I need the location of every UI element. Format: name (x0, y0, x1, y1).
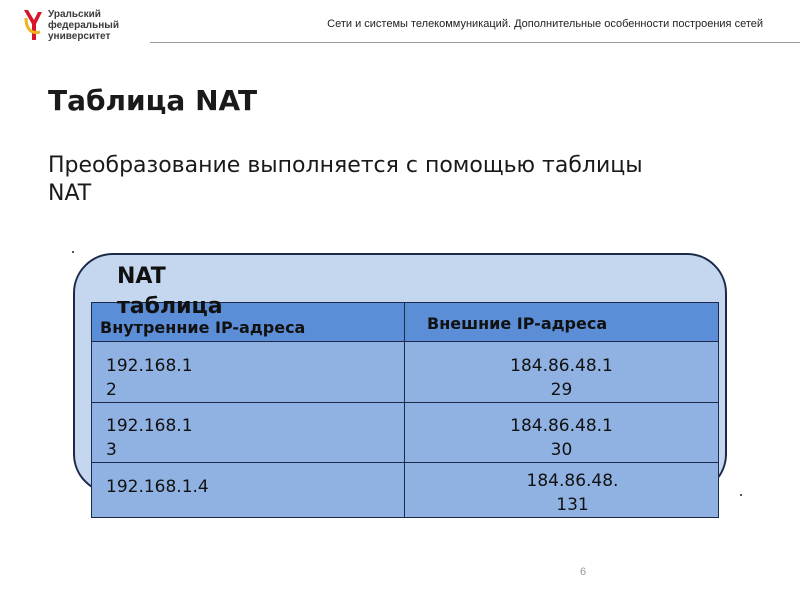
nat-table-caption: NAT таблица (117, 264, 223, 319)
table-cell (92, 342, 405, 403)
internal-ip-value: 192.168.1 2 (106, 356, 193, 400)
logo-line-1: Уральский (48, 9, 101, 20)
urfu-logo-icon (22, 8, 44, 42)
external-ip-value: 184.86.48. 131 (526, 471, 619, 515)
logo-line-2: федеральный (48, 20, 119, 31)
table-row (92, 403, 719, 463)
logo-line-3: университет (48, 31, 111, 42)
internal-ip-value: 192.168.1.4 (106, 477, 209, 497)
page-number: 6 (580, 566, 587, 578)
header-external-ip: Внешние IP-адреса (427, 314, 608, 333)
table-cell (92, 463, 405, 518)
table-cell (405, 463, 719, 518)
corner-dot (72, 251, 74, 253)
table-cell (405, 342, 719, 403)
table-row (92, 342, 719, 403)
urfu-logo (22, 8, 142, 44)
table-cell (92, 403, 405, 463)
table-header-cell (405, 303, 719, 342)
corner-dot (740, 494, 742, 496)
header-title: Сети и системы телекоммуникаций. Дополнительные особенности построения сетей (327, 18, 763, 30)
table-cell (405, 403, 719, 463)
nat-table (91, 302, 719, 518)
slide-body-text: Преобразование выполняется с помощью таблицы NAT (48, 153, 643, 206)
table-row (92, 463, 719, 518)
external-ip-value: 184.86.48.1 30 (510, 416, 613, 460)
header-divider (150, 42, 800, 43)
internal-ip-value: 192.168.1 3 (106, 416, 193, 460)
header-internal-ip: Внутренние IP-адреса (100, 318, 306, 337)
slide-title: Таблица NAT (48, 84, 258, 117)
logo-text (48, 9, 119, 42)
external-ip-value: 184.86.48.1 29 (510, 356, 613, 400)
